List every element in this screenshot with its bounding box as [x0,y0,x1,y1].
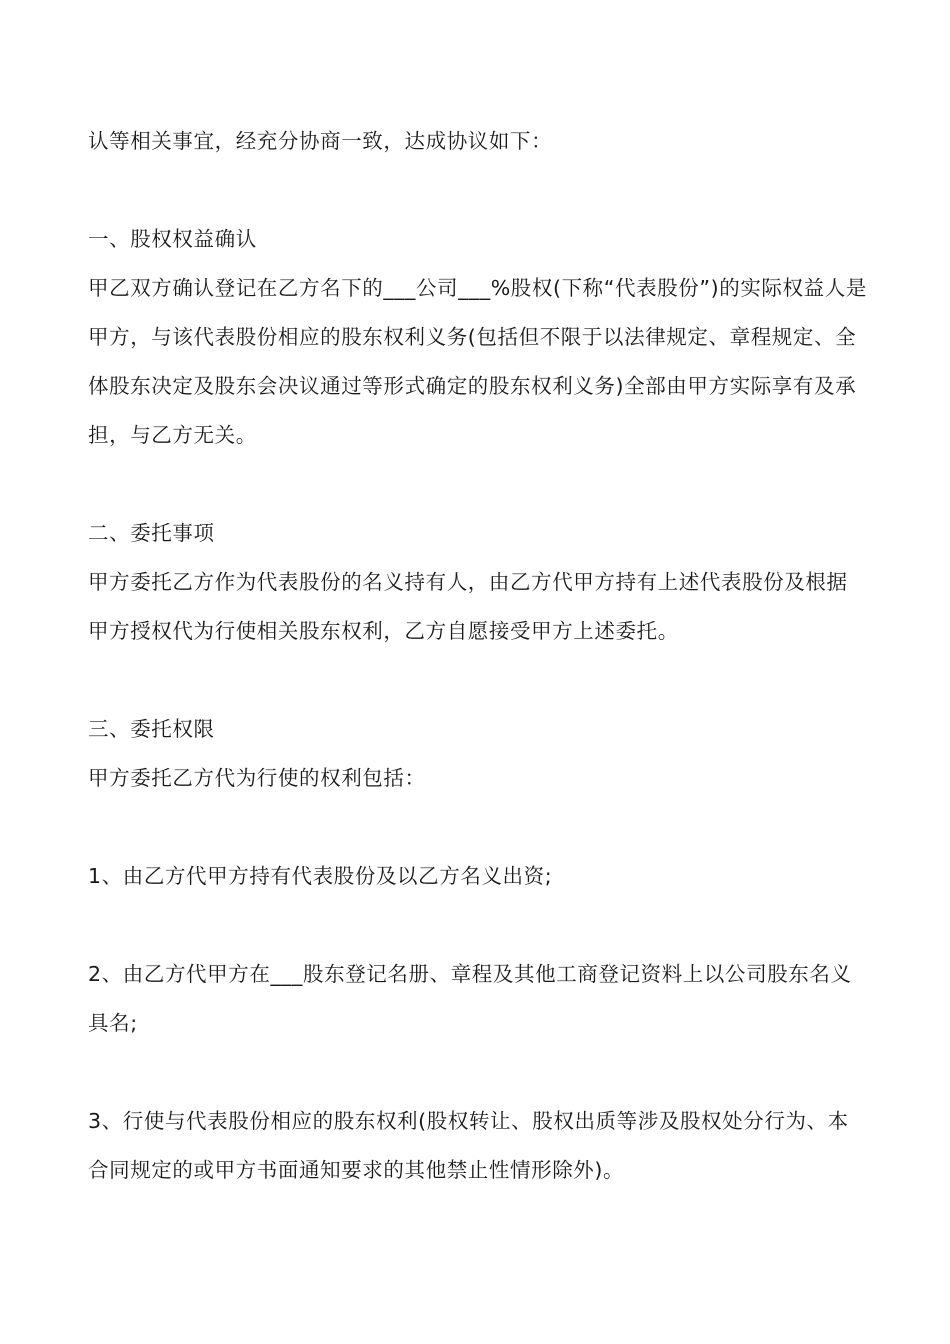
section-3-paragraph: 甲方委托乙方代为行使的权利包括： [88,766,426,790]
list-item-3: 3、行使与代表股份相应的股东权利(股权转让、股权出质等涉及股权处分行为、本合同规定的或甲方书面通知要求的其他禁止性情形除外)。 [88,1109,849,1182]
section-2-heading: 二、委托事项 [88,521,215,545]
section-2-paragraph: 甲方委托乙方作为代表股份的名义持有人，由乙方代甲方持有上述代表股份及根据甲方授权代为行使相关股东权利，乙方自愿接受甲方上述委托。 [88,570,848,643]
spacer [88,1048,868,1097]
section-1-paragraph: 甲乙双方确认登记在乙方名下的___公司___%股权(下称“代表股份”)的实际权益人是甲方，与该代表股份相应的股东权利义务(包括但不限于以法律规定、章程规定、全体股东决定及股东会决议通过等形式确定的股东权利义务)全部由甲方实际享有及承担，与乙方无关。 [88,276,867,447]
section-1-heading: 一、股权权益确认 [88,227,257,251]
spacer [88,656,868,705]
spacer [88,166,868,215]
list-item-1: 1、由乙方代甲方持有代表股份及以乙方名义出资; [88,864,553,888]
section-3-heading: 三、委托权限 [88,717,215,741]
spacer [88,901,868,950]
spacer [88,460,868,509]
list-item-2: 2、由乙方代甲方在___股东登记名册、章程及其他工商登记资料上以公司股东名义具名; [88,962,852,1035]
spacer [88,803,868,852]
intro-paragraph: 认等相关事宜，经充分协商一致，达成协议如下： [88,129,553,153]
document-body [88,117,868,1195]
